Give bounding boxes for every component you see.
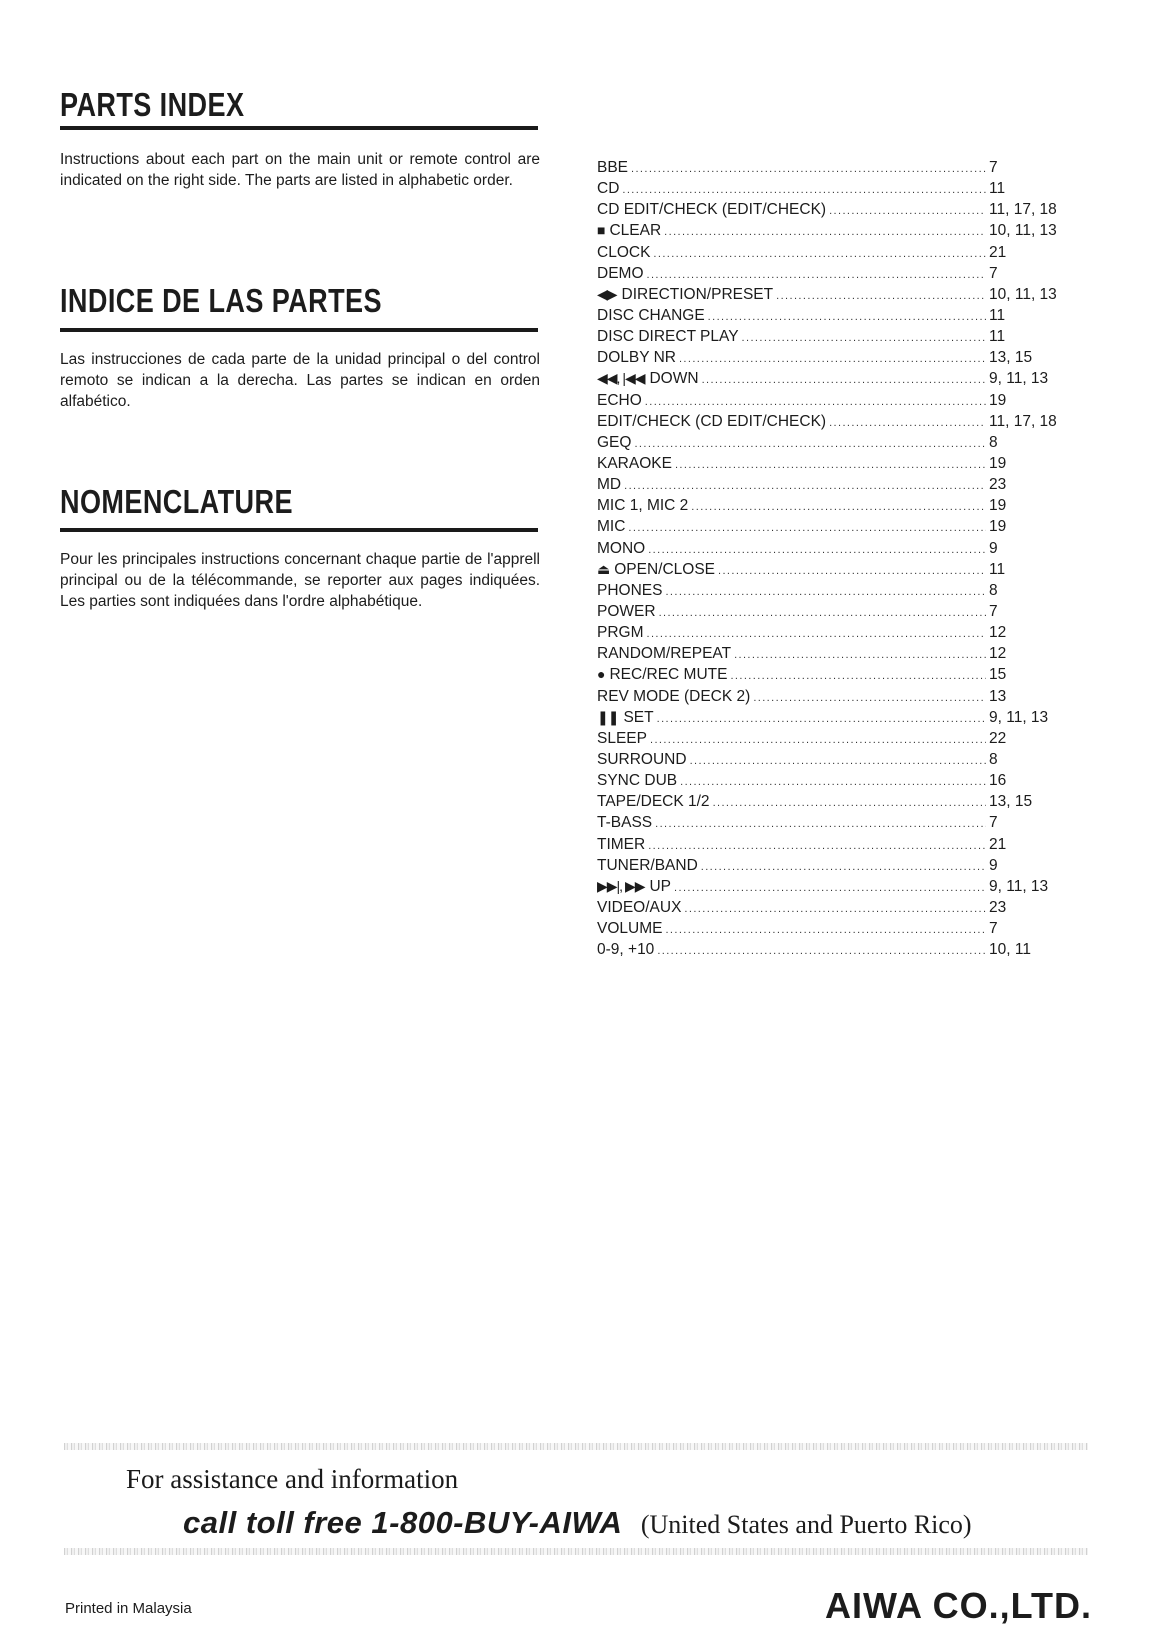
index-term bbox=[597, 516, 625, 537]
dot-leader bbox=[648, 836, 986, 857]
index-pages: 13, 15 bbox=[989, 793, 1033, 811]
index-row bbox=[597, 643, 1067, 664]
index-term bbox=[597, 453, 672, 474]
dot-leader bbox=[684, 899, 986, 920]
index-pages: 11 bbox=[989, 306, 1006, 324]
index-pages: 7 bbox=[989, 159, 998, 176]
dot-leader bbox=[702, 370, 986, 391]
dot-leader bbox=[648, 540, 986, 561]
index-term bbox=[597, 939, 654, 960]
index-pages: 19 bbox=[989, 391, 1007, 409]
index-row bbox=[597, 559, 1067, 580]
index-row bbox=[597, 622, 1067, 643]
tollfree-line bbox=[183, 1505, 972, 1541]
section-title: PARTS INDEX bbox=[60, 86, 245, 123]
index-label: CLOCK bbox=[597, 243, 651, 261]
index-row bbox=[597, 728, 1067, 749]
index-term bbox=[597, 749, 687, 770]
dot-leader bbox=[674, 878, 986, 899]
button-symbol-icon: ❚❚ bbox=[597, 708, 619, 725]
section-text-french: Pour les principales instructions concernant chaque partie de l'apprell principal ou de la télécommande, se reporter aux pages indiquées. Les parties sont indiquées dans l'ordre alphabétique. bbox=[60, 551, 540, 610]
dot-leader bbox=[679, 349, 986, 370]
index-row bbox=[597, 707, 1067, 728]
index-label: MIC bbox=[597, 518, 626, 536]
index-pages: 11 bbox=[989, 328, 1006, 346]
dot-leader bbox=[675, 455, 986, 476]
index-term bbox=[597, 897, 681, 918]
index-term bbox=[597, 580, 662, 601]
index-pages: 19 bbox=[989, 454, 1007, 472]
index-term bbox=[597, 474, 621, 495]
index-label: RANDOM/REPEAT bbox=[597, 645, 732, 663]
dot-leader bbox=[690, 751, 986, 772]
index-label: CD EDIT/CHECK (EDIT/CHECK) bbox=[597, 201, 827, 219]
index-term bbox=[597, 834, 645, 855]
index-row bbox=[597, 474, 1067, 495]
index-row bbox=[597, 178, 1067, 199]
index-row bbox=[597, 453, 1067, 474]
index-pages: 8 bbox=[989, 433, 998, 451]
section-heading-nomenclature bbox=[60, 483, 538, 521]
section-title: NOMENCLATURE bbox=[60, 483, 293, 520]
index-term bbox=[597, 686, 750, 707]
dot-leader bbox=[664, 222, 986, 243]
index-row bbox=[597, 284, 1067, 305]
index-label: VIDEO/AUX bbox=[597, 898, 682, 916]
dot-leader bbox=[691, 497, 986, 518]
index-pages: 23 bbox=[989, 898, 1007, 916]
index-term bbox=[597, 368, 699, 389]
index-term bbox=[597, 855, 698, 876]
index-row bbox=[597, 580, 1067, 601]
dot-leader bbox=[650, 730, 986, 751]
parts-index-list bbox=[597, 157, 1067, 960]
index-term bbox=[597, 411, 826, 432]
index-term bbox=[597, 876, 671, 897]
index-row bbox=[597, 347, 1067, 368]
index-label: REV MODE (DECK 2) bbox=[597, 687, 751, 705]
index-pages: 11 bbox=[989, 560, 1006, 578]
index-term bbox=[597, 770, 677, 791]
dot-leader bbox=[645, 392, 986, 413]
index-row bbox=[597, 432, 1067, 453]
index-pages: 7 bbox=[989, 264, 998, 282]
dot-leader bbox=[708, 307, 986, 328]
dot-leader bbox=[680, 772, 986, 793]
index-term bbox=[597, 178, 619, 199]
index-row bbox=[597, 812, 1067, 833]
index-term bbox=[597, 157, 628, 178]
index-label: REC/REC MUTE bbox=[609, 666, 728, 684]
dot-leader bbox=[665, 920, 986, 941]
dot-leader bbox=[622, 180, 986, 201]
index-row bbox=[597, 770, 1067, 791]
index-label: POWER bbox=[597, 602, 656, 620]
index-row bbox=[597, 242, 1067, 263]
dot-leader bbox=[634, 434, 986, 455]
index-pages: 7 bbox=[989, 602, 998, 620]
index-row bbox=[597, 686, 1067, 707]
heading-rule bbox=[60, 528, 538, 532]
index-term bbox=[597, 263, 644, 284]
index-pages: 12 bbox=[989, 624, 1007, 642]
index-row bbox=[597, 263, 1067, 284]
index-label: TIMER bbox=[597, 835, 646, 853]
index-label: DOLBY NR bbox=[597, 349, 676, 367]
button-symbol-icon: ■ bbox=[597, 222, 605, 239]
index-label: 0-9, +10 bbox=[597, 941, 655, 959]
index-pages: 13 bbox=[989, 687, 1007, 705]
button-symbol-icon: ◀▶ bbox=[597, 285, 617, 302]
dot-leader bbox=[659, 603, 986, 624]
dot-leader bbox=[665, 582, 986, 603]
index-pages: 9, 11, 13 bbox=[989, 708, 1049, 726]
index-row bbox=[597, 601, 1067, 622]
index-label: DEMO bbox=[597, 264, 644, 282]
index-row bbox=[597, 411, 1067, 432]
dot-leader bbox=[718, 561, 986, 582]
index-term bbox=[597, 812, 652, 833]
dot-leader bbox=[655, 814, 986, 835]
index-pages: 9 bbox=[989, 539, 998, 557]
index-term bbox=[597, 347, 676, 368]
index-pages: 13, 15 bbox=[989, 349, 1033, 367]
index-row bbox=[597, 834, 1067, 855]
index-label: OPEN/CLOSE bbox=[614, 560, 716, 578]
index-label: DISC CHANGE bbox=[597, 306, 705, 324]
index-label: GEQ bbox=[597, 433, 632, 451]
index-row bbox=[597, 368, 1067, 389]
index-pages: 15 bbox=[989, 666, 1007, 684]
index-pages: 11 bbox=[989, 180, 1006, 198]
index-label: DOWN bbox=[649, 370, 699, 388]
index-row bbox=[597, 791, 1067, 812]
index-row bbox=[597, 876, 1067, 897]
index-label: MIC 1, MIC 2 bbox=[597, 497, 689, 515]
index-pages: 10, 11, 13 bbox=[989, 222, 1057, 240]
section-title: INDICE DE LAS PARTES bbox=[60, 282, 382, 319]
dot-leader bbox=[628, 518, 986, 539]
dot-leader bbox=[776, 286, 986, 307]
heading-rule bbox=[60, 328, 538, 332]
index-pages: 8 bbox=[989, 750, 998, 768]
index-row bbox=[597, 664, 1067, 685]
printed-in-label: Printed in Malaysia bbox=[65, 1600, 192, 1617]
index-label: TAPE/DECK 1/2 bbox=[597, 793, 710, 811]
service-region: (United States and Puerto Rico) bbox=[640, 1510, 972, 1539]
footer-divider-top bbox=[64, 1443, 1088, 1450]
index-row bbox=[597, 516, 1067, 537]
index-term bbox=[597, 664, 727, 685]
heading-rule bbox=[60, 126, 538, 130]
index-row bbox=[597, 538, 1067, 559]
index-row bbox=[597, 855, 1067, 876]
index-term bbox=[597, 643, 731, 664]
dot-leader bbox=[657, 941, 986, 962]
company-logo: AIWA CO.,LTD. bbox=[825, 1585, 1092, 1626]
index-term bbox=[597, 432, 631, 453]
index-label: PRGM bbox=[597, 624, 644, 642]
index-pages: 21 bbox=[989, 835, 1007, 853]
index-row bbox=[597, 390, 1067, 411]
index-label: TUNER/BAND bbox=[597, 856, 698, 874]
index-pages: 10, 11 bbox=[989, 941, 1031, 959]
button-symbol-icon: ▶▶|, ▶▶ bbox=[597, 877, 645, 894]
index-row bbox=[597, 326, 1067, 347]
index-row bbox=[597, 939, 1067, 960]
dot-leader bbox=[753, 688, 986, 709]
index-term bbox=[597, 199, 826, 220]
index-label: SLEEP bbox=[597, 729, 647, 747]
index-pages: 7 bbox=[989, 814, 998, 832]
index-label: PHONES bbox=[597, 581, 663, 599]
index-term bbox=[597, 284, 773, 305]
dot-leader bbox=[742, 328, 986, 349]
index-term bbox=[597, 538, 645, 559]
index-label: ECHO bbox=[597, 391, 642, 409]
index-label: MD bbox=[597, 476, 622, 494]
index-pages: 19 bbox=[989, 497, 1007, 515]
dot-leader bbox=[657, 709, 986, 730]
button-symbol-icon: ● bbox=[597, 666, 605, 683]
index-row bbox=[597, 199, 1067, 220]
index-label: SET bbox=[623, 708, 654, 726]
index-label: KARAOKE bbox=[597, 454, 672, 472]
index-term bbox=[597, 707, 654, 728]
button-symbol-icon: ⏏ bbox=[597, 560, 610, 577]
button-symbol-icon: ◀◀, |◀◀ bbox=[597, 370, 645, 387]
index-term bbox=[597, 220, 661, 241]
index-pages: 21 bbox=[989, 243, 1007, 261]
footer-divider-bottom bbox=[64, 1548, 1088, 1555]
index-term bbox=[597, 728, 647, 749]
dot-leader bbox=[631, 159, 986, 180]
index-term bbox=[597, 390, 642, 411]
assistance-text: For assistance and information bbox=[126, 1464, 459, 1494]
index-label: BBE bbox=[597, 159, 629, 176]
index-label: SURROUND bbox=[597, 750, 687, 768]
index-pages: 22 bbox=[989, 729, 1007, 747]
index-pages: 23 bbox=[989, 476, 1007, 494]
index-row bbox=[597, 157, 1067, 178]
index-pages: 11, 17, 18 bbox=[989, 412, 1057, 430]
index-pages: 19 bbox=[989, 518, 1007, 536]
index-pages: 12 bbox=[989, 645, 1007, 663]
tollfree-number: call toll free 1-800-BUY-AIWA bbox=[183, 1505, 623, 1540]
dot-leader bbox=[730, 666, 986, 687]
index-label: MONO bbox=[597, 539, 646, 557]
index-row bbox=[597, 495, 1067, 516]
index-pages: 16 bbox=[989, 772, 1007, 790]
index-term bbox=[597, 601, 656, 622]
index-pages: 9, 11, 13 bbox=[989, 877, 1049, 895]
dot-leader bbox=[829, 201, 986, 222]
section-text-english: Instructions about each part on the main unit or remote control are indicated on the right side. The parts are listed in alphabetic order. bbox=[60, 151, 540, 189]
index-term bbox=[597, 559, 715, 580]
index-row bbox=[597, 918, 1067, 939]
dot-leader bbox=[734, 645, 986, 666]
section-heading-indice-de-las-partes bbox=[60, 282, 538, 320]
index-row bbox=[597, 749, 1067, 770]
dot-leader bbox=[624, 476, 986, 497]
dot-leader bbox=[647, 265, 987, 286]
index-term bbox=[597, 791, 710, 812]
index-pages: 10, 11, 13 bbox=[989, 285, 1057, 303]
index-label: CLEAR bbox=[609, 222, 662, 240]
section-text-spanish: Las instrucciones de cada parte de la unidad principal o del control remoto se indican a la derecha. Las partes se indican en orden alfabético. bbox=[60, 351, 540, 410]
dot-leader bbox=[829, 413, 986, 434]
index-pages: 9 bbox=[989, 856, 998, 874]
index-row bbox=[597, 305, 1067, 326]
index-label: CD bbox=[597, 180, 620, 198]
index-label: DIRECTION/PRESET bbox=[621, 285, 774, 303]
index-label: DISC DIRECT PLAY bbox=[597, 328, 739, 346]
index-pages: 7 bbox=[989, 920, 998, 938]
index-term bbox=[597, 622, 644, 643]
index-pages: 9, 11, 13 bbox=[989, 370, 1049, 388]
index-label: T-BASS bbox=[597, 814, 653, 832]
index-term bbox=[597, 242, 650, 263]
dot-leader bbox=[653, 244, 986, 265]
index-row bbox=[597, 897, 1067, 918]
index-term bbox=[597, 918, 662, 939]
dot-leader bbox=[701, 857, 986, 878]
index-term bbox=[597, 495, 688, 516]
dot-leader bbox=[647, 624, 987, 645]
section-heading-parts-index bbox=[60, 86, 538, 124]
index-row bbox=[597, 220, 1067, 241]
index-term bbox=[597, 326, 739, 347]
index-label: SYNC DUB bbox=[597, 772, 678, 790]
index-label: EDIT/CHECK (CD EDIT/CHECK) bbox=[597, 412, 827, 430]
index-pages: 8 bbox=[989, 581, 998, 599]
index-pages: 11, 17, 18 bbox=[989, 201, 1057, 219]
index-term bbox=[597, 305, 705, 326]
index-label: UP bbox=[649, 877, 672, 895]
index-label: VOLUME bbox=[597, 920, 663, 938]
dot-leader bbox=[713, 793, 986, 814]
